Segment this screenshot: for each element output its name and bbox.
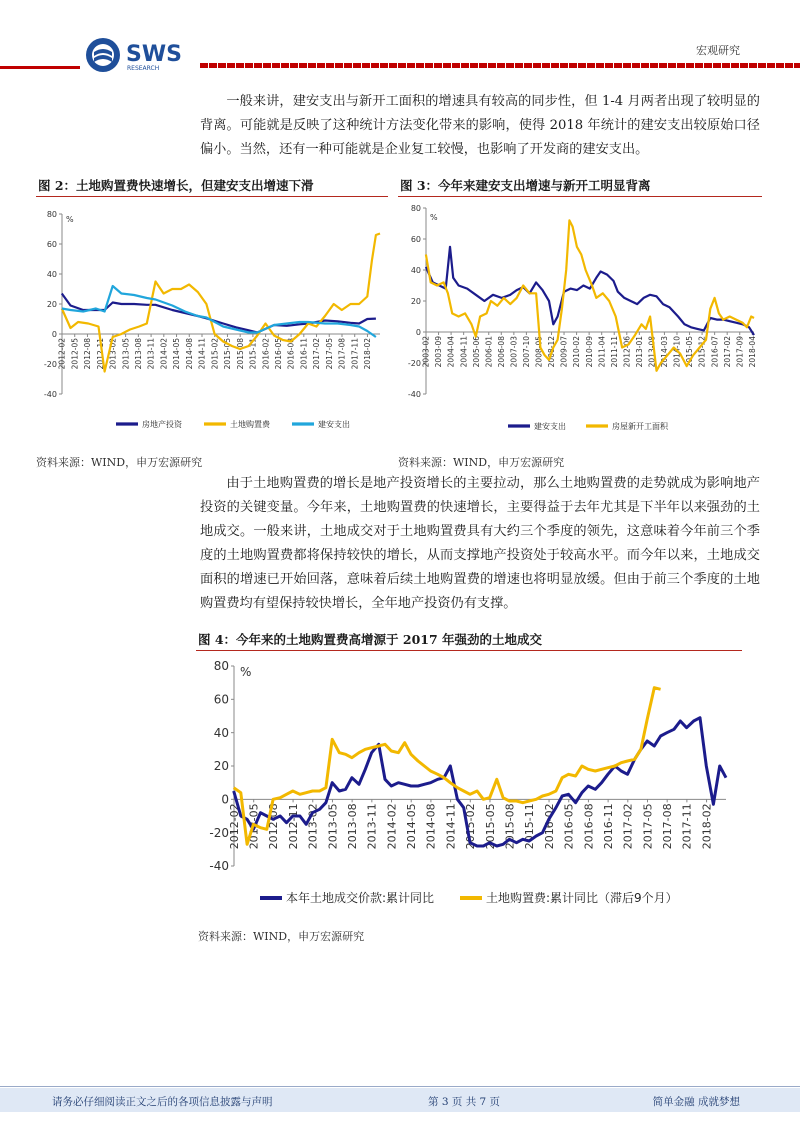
x-tick-label: 2007-10 — [522, 336, 532, 368]
x-tick-label: 2012-02 — [227, 803, 241, 850]
x-tick-label: 2017-02 — [722, 336, 732, 368]
x-tick-label: 2013-11 — [365, 803, 379, 850]
x-tick-label: 2015-02 — [210, 338, 220, 370]
y-tick-label: -20 — [43, 359, 57, 369]
legend-label-0: 建安支出 — [534, 421, 566, 431]
x-tick-label: 2017-11 — [350, 338, 360, 370]
legend-label-0: 房地产投资 — [142, 419, 182, 429]
fig4-chart — [196, 652, 742, 918]
y-tick-label: -20 — [209, 825, 229, 840]
fig3-title: 图 3：今年来建安支出增速与新开工明显背离 — [400, 178, 651, 193]
x-tick-label: 2018-02 — [700, 803, 714, 850]
x-tick-label: 2017-08 — [337, 338, 347, 370]
x-tick-label: 2012-11 — [95, 338, 105, 370]
sws-logo-icon — [84, 36, 204, 74]
x-tick-label: 2014-11 — [444, 803, 458, 850]
x-tick-label: 2015-12 — [697, 336, 707, 368]
fig2-chart — [36, 198, 388, 444]
y-tick-label: 80 — [213, 659, 229, 674]
x-tick-label: 2016-11 — [601, 803, 615, 850]
x-tick-label: 2013-01 — [634, 336, 644, 368]
x-tick-label: 2014-05 — [405, 803, 419, 850]
x-tick-label: 2003-09 — [434, 336, 444, 368]
x-tick-label: 2016-08 — [286, 338, 296, 370]
x-tick-label: 2008-05 — [534, 336, 544, 368]
x-tick-label: 2018-04 — [747, 336, 757, 368]
x-tick-label: 2015-02 — [464, 803, 478, 850]
x-tick-label: 2014-10 — [672, 336, 682, 368]
x-tick-label: 2014-02 — [385, 803, 399, 850]
y-tick-label: 80 — [46, 209, 57, 219]
legend-label-1: 土地购置费 — [230, 419, 270, 429]
x-tick-label: 2017-02 — [621, 803, 635, 850]
x-tick-label: 2013-08 — [133, 338, 143, 370]
x-tick-label: 2016-05 — [562, 803, 576, 850]
x-tick-label: 2013-08 — [647, 336, 657, 368]
x-tick-label: 2017-05 — [324, 338, 334, 370]
paragraph-1: 一般来讲，建安支出与新开工面积的增速具有较高的同步性，但 1-4 月两者出现了较明显的背离。可能就是反映了这种统计方法变化带来的影响，使得 2018 年统计的建安支出较原始口径偏小。当然，还有一种可能就是企业复工较慢，也影响了开发商的建安支出。 — [200, 94, 760, 157]
fig4-title: 图 4：今年来的土地购置费高增源于 2017 年强劲的土地成交 — [198, 632, 543, 647]
footer-disclaimer: 请务必仔细阅读正文之后的各项信息披露与声明 — [52, 1096, 273, 1108]
legend-label-1: 土地购置费:累计同比（滞后9个月） — [486, 891, 678, 906]
logo-subtext: RESEARCH — [127, 65, 160, 72]
fig3-chart-svg — [398, 198, 762, 444]
fig4-rule — [196, 650, 742, 651]
unit-label: % — [66, 215, 74, 224]
x-tick-label: 2016-08 — [582, 803, 596, 850]
y-tick-label: 60 — [46, 239, 57, 249]
page-number: 第 3 页 共 7 页 — [428, 1096, 501, 1108]
footer-rule — [0, 1086, 800, 1087]
x-tick-label: 2016-07 — [710, 336, 720, 368]
y-tick-label: 0 — [51, 329, 57, 339]
legend-label-0: 本年土地成交价款:累计同比 — [286, 891, 435, 906]
y-tick-label: 0 — [221, 792, 229, 807]
fig2-chart-svg — [36, 198, 388, 444]
header-rule — [200, 63, 800, 68]
x-tick-label: 2012-02 — [57, 338, 67, 370]
x-tick-label: 2017-09 — [735, 336, 745, 368]
y-tick-label: 0 — [415, 327, 421, 337]
x-tick-label: 2013-02 — [108, 338, 118, 370]
fig3-source: 资料来源：WIND，申万宏源研究 — [398, 456, 565, 469]
x-tick-label: 2013-11 — [146, 338, 156, 370]
fig2-title: 图 2：土地购置费快速增长，但建安支出增速下滑 — [38, 178, 314, 193]
x-tick-label: 2015-08 — [503, 803, 517, 850]
x-tick-label: 2012-05 — [247, 803, 261, 850]
x-tick-label: 2017-08 — [661, 803, 675, 850]
section-label: 宏观研究 — [696, 44, 740, 57]
x-tick-label: 2007-03 — [509, 336, 519, 368]
x-tick-label: 2012-06 — [622, 336, 632, 368]
fig4-chart-svg — [196, 652, 742, 918]
x-tick-label: 2015-05 — [685, 336, 695, 368]
y-tick-label: 60 — [213, 692, 229, 707]
legend-label-2: 建安支出 — [318, 419, 350, 429]
x-tick-label: 2014-08 — [424, 803, 438, 850]
x-tick-label: 2012-11 — [286, 803, 300, 850]
x-tick-label: 2012-08 — [83, 338, 93, 370]
x-tick-label: 2015-11 — [523, 803, 537, 850]
y-tick-label: 40 — [410, 265, 421, 275]
footer-slogan: 简单金融 成就梦想 — [652, 1096, 740, 1108]
x-tick-label: 2013-08 — [345, 803, 359, 850]
sws-logo — [84, 36, 204, 74]
y-tick-label: -40 — [43, 389, 57, 399]
x-tick-label: 2005-06 — [471, 336, 481, 368]
x-tick-label: 2011-11 — [609, 336, 619, 368]
unit-label: % — [240, 665, 252, 679]
x-tick-label: 2014-02 — [159, 338, 169, 370]
fig2-source: 资料来源：WIND，申万宏源研究 — [36, 456, 203, 469]
x-tick-label: 2016-11 — [299, 338, 309, 370]
logo-text: SWS — [126, 42, 182, 67]
x-tick-label: 2004-04 — [446, 336, 456, 368]
header-rule-left — [0, 66, 80, 69]
x-tick-label: 2011-04 — [597, 336, 607, 368]
x-tick-label: 2015-08 — [235, 338, 245, 370]
x-tick-label: 2015-05 — [483, 803, 497, 850]
y-tick-label: 40 — [46, 269, 57, 279]
x-tick-label: 2013-05 — [326, 803, 340, 850]
fig2-rule — [36, 196, 388, 197]
x-tick-label: 2010-09 — [584, 336, 594, 368]
x-tick-label: 2016-05 — [273, 338, 283, 370]
x-tick-label: 2009-07 — [559, 336, 569, 368]
x-tick-label: 2012-08 — [267, 803, 281, 850]
x-tick-label: 2008-12 — [547, 336, 557, 368]
x-tick-label: 2016-02 — [542, 803, 556, 850]
x-tick-label: 2010-02 — [572, 336, 582, 368]
unit-label: % — [430, 213, 438, 222]
paragraph-2: 由于土地购置费的增长是地产投资增长的主要拉动，那么土地购置费的走势就成为影响地产投资的关键变量。今年来，土地购置费的快速增长，主要得益于去年尤其是下半年以来强劲的土地成交。一般来讲，土地成交对于土地购置费具有大约三个季度的领先，这意味着今年前三个季度的土地购置费都将保持较快的增长，从而支撑地产投资处于较高水平。而今年以来，土地成交面积的增速已开始回落，意味着后续土地购置费的增速也将明显放缓。但由于前三个季度的土地购置费均有望保持较快增长，全年地产投资仍有支撑。 — [200, 476, 760, 611]
y-tick-label: 80 — [410, 203, 421, 213]
y-tick-label: -20 — [407, 358, 421, 368]
x-tick-label: 2004-11 — [459, 336, 469, 368]
x-tick-label: 2014-08 — [184, 338, 194, 370]
y-tick-label: 40 — [213, 725, 229, 740]
x-tick-label: 2012-05 — [70, 338, 80, 370]
y-tick-label: 60 — [410, 234, 421, 244]
x-tick-label: 2014-11 — [197, 338, 207, 370]
y-tick-label: 20 — [410, 296, 421, 306]
x-tick-label: 2016-02 — [261, 338, 271, 370]
y-tick-label: 20 — [213, 759, 229, 774]
x-tick-label: 2015-05 — [223, 338, 233, 370]
x-tick-label: 2003-02 — [421, 336, 431, 368]
x-tick-label: 2006-08 — [496, 336, 506, 368]
x-tick-label: 2006-01 — [484, 336, 494, 368]
x-tick-label: 2014-03 — [660, 336, 670, 368]
legend-label-1: 房屋新开工面积 — [612, 421, 668, 431]
x-tick-label: 2013-02 — [306, 803, 320, 850]
fig3-rule — [398, 196, 762, 197]
x-tick-label: 2017-11 — [680, 803, 694, 850]
y-tick-label: -40 — [209, 859, 229, 874]
x-tick-label: 2017-05 — [641, 803, 655, 850]
x-tick-label: 2013-05 — [121, 338, 131, 370]
y-tick-label: 20 — [46, 299, 57, 309]
fig3-chart — [398, 198, 762, 444]
fig4-source: 资料来源：WIND，申万宏源研究 — [198, 930, 365, 943]
series-line-0 — [426, 247, 754, 335]
x-tick-label: 2017-02 — [312, 338, 322, 370]
x-tick-label: 2014-05 — [172, 338, 182, 370]
x-tick-label: 2018-02 — [363, 338, 373, 370]
x-tick-label: 2015-11 — [248, 338, 258, 370]
y-tick-label: -40 — [407, 389, 421, 399]
